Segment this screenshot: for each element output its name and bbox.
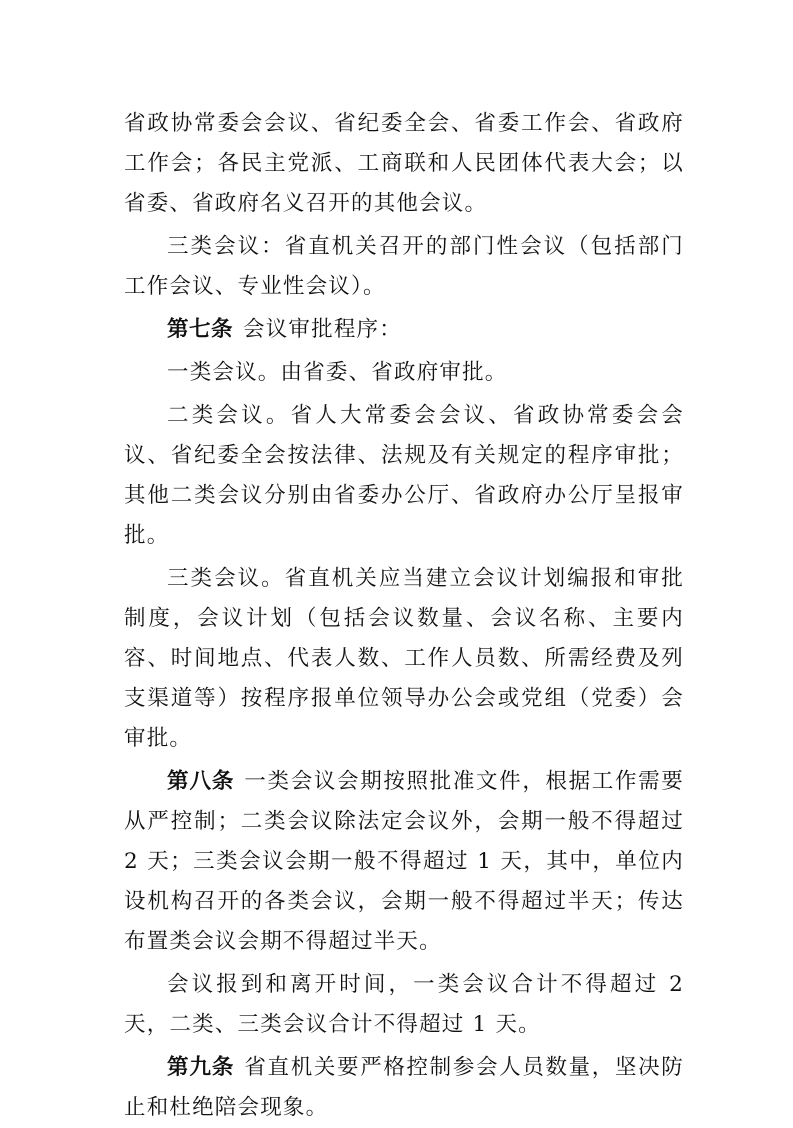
- paragraph-arrival-departure: 会议报到和离开时间，一类会议合计不得超过 2 天，二类、三类会议合计不得超过 1 天。: [124, 972, 684, 1037]
- article-eight: [124, 762, 684, 962]
- article-seven-heading: 第七条: [167, 317, 234, 342]
- article-seven-text: 会议审批程序：: [243, 317, 402, 342]
- article-eight-text: 一类会议会期按照批准文件，根据工作需要从严控制；二类会议除法定会议外，会期一般不得超过 2 天；三类会议会期一般不得超过 1 天，其中，单位内设机构召开的各类会议，会期一般不得超过半天；传达布置类会议会期不得超过半天。: [124, 769, 684, 954]
- article-nine-text: 省直机关要严格控制参会人员数量，坚决防止和杜绝陪会现象。: [124, 1055, 684, 1120]
- paragraph-continued: 省政协常委会会议、省纪委全会、省委工作会、省政府工作会；各民主党派、工商联和人民团体代表大会；以省委、省政府名义召开的其他会议。: [124, 111, 684, 216]
- paragraph-class-three-approval: 三类会议。省直机关应当建立会议计划编报和审批制度，会议计划（包括会议数量、会议名称、主要内容、时间地点、代表人数、工作人员数、所需经费及列支渠道等）按程序报单位领导办公会或党组（党委）会审批。: [124, 566, 684, 751]
- paragraph-class-two-approval: 二类会议。省人大常委会会议、省政协常委会会议、省纪委全会按法律、法规及有关规定的程序审批；其他二类会议分别由省委办公厅、省政府办公厅呈报审批。: [124, 403, 684, 548]
- paragraph-class-three-meetings: 三类会议：省直机关召开的部门性会议（包括部门工作会议、专业性会议）。: [124, 234, 684, 299]
- article-eight-heading: 第八条: [167, 769, 235, 794]
- article-seven: [124, 310, 684, 350]
- article-nine: [124, 1048, 684, 1128]
- article-nine-heading: 第九条: [167, 1055, 235, 1080]
- paragraph-class-one-approval: 一类会议。由省委、省政府审批。: [167, 360, 508, 385]
- document-body: [124, 104, 684, 1128]
